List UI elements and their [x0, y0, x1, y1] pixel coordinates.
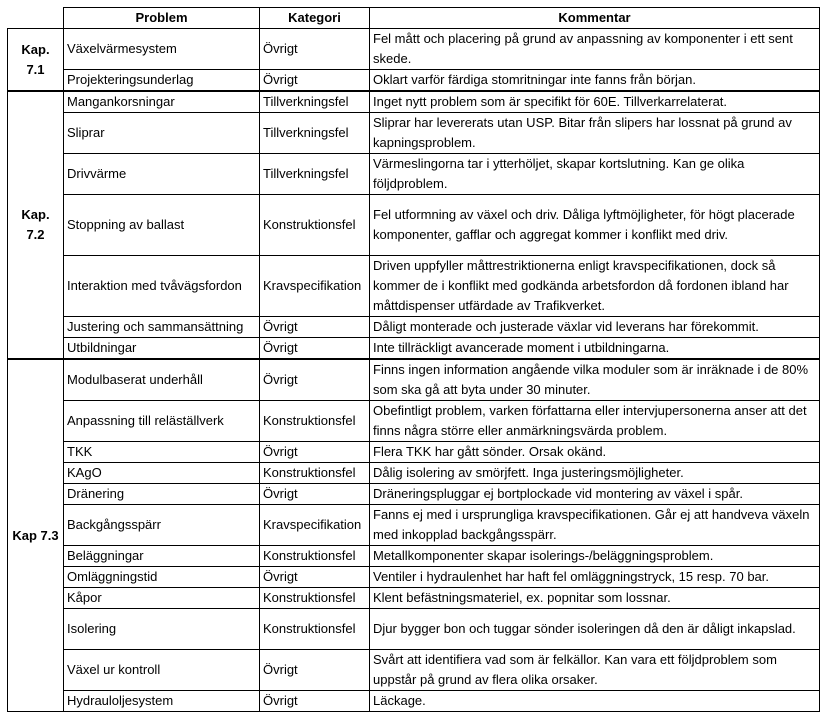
kommentar-cell: Värmeslingorna tar i ytterhöljet, skapar kortslutning. Kan ge olika följdproblem.	[370, 154, 820, 195]
header-kommentar: Kommentar	[370, 8, 820, 29]
kategori-cell: Tillverkningsfel	[260, 154, 370, 195]
kommentar-cell: Klent befästningsmateriel, ex. popnitar som lossnar.	[370, 588, 820, 609]
table-row	[8, 195, 820, 256]
table-row	[8, 70, 820, 92]
table-row	[8, 505, 820, 546]
kategori-cell: Konstruktionsfel	[260, 546, 370, 567]
problem-cell: Anpassning till reläställverk	[64, 401, 260, 442]
corner-cell	[8, 8, 64, 29]
table-row	[8, 256, 820, 317]
problem-cell: Mangankorsningar	[64, 91, 260, 113]
header-kategori: Kategori	[260, 8, 370, 29]
problem-cell: Dränering	[64, 484, 260, 505]
table-row	[8, 463, 820, 484]
chapter-label: Kap. 7.2	[8, 91, 64, 359]
kommentar-cell: Dräneringspluggar ej bortplockade vid montering av växel i spår.	[370, 484, 820, 505]
table-row	[8, 91, 820, 113]
problem-cell: Kåpor	[64, 588, 260, 609]
kategori-cell: Övrigt	[260, 70, 370, 92]
kommentar-cell: Dålig isolering av smörjfett. Inga justeringsmöjligheter.	[370, 463, 820, 484]
kommentar-cell: Dåligt monterade och justerade växlar vid leverans har förekommit.	[370, 317, 820, 338]
table-row	[8, 338, 820, 360]
problem-cell: Interaktion med tvåvägsfordon	[64, 256, 260, 317]
problem-cell: Isolering	[64, 609, 260, 650]
problem-cell: Växel ur kontroll	[64, 650, 260, 691]
table-row	[8, 567, 820, 588]
table-row	[8, 154, 820, 195]
kategori-cell: Konstruktionsfel	[260, 401, 370, 442]
table-row	[8, 29, 820, 70]
kommentar-cell: Sliprar har levererats utan USP. Bitar från slipers har lossnat på grund av kapningsproblem.	[370, 113, 820, 154]
problem-cell: Projekteringsunderlag	[64, 70, 260, 92]
kategori-cell: Övrigt	[260, 29, 370, 70]
kommentar-cell: Obefintligt problem, varken författarna eller intervjupersonerna anser att det finns några större eller anmärkningsvärda problem.	[370, 401, 820, 442]
table-row	[8, 113, 820, 154]
kommentar-cell: Fel utformning av växel och driv. Dåliga lyftmöjligheter, för högt placerade komponenter, gafflar och aggregat kommer i konflikt med driv.	[370, 195, 820, 256]
table-row	[8, 442, 820, 463]
problem-cell: Drivvärme	[64, 154, 260, 195]
table-body	[8, 29, 820, 712]
table-row	[8, 691, 820, 712]
table-row	[8, 484, 820, 505]
problem-cell: Backgångsspärr	[64, 505, 260, 546]
table-row	[8, 546, 820, 567]
chapter-label: Kap 7.3	[8, 359, 64, 712]
kommentar-cell: Ventiler i hydraulenhet har haft fel omläggningstryck, 15 resp. 70 bar.	[370, 567, 820, 588]
kommentar-cell: Inte tillräckligt avancerade moment i utbildningarna.	[370, 338, 820, 360]
header-row	[8, 8, 820, 29]
problem-cell: Justering och sammansättning	[64, 317, 260, 338]
kommentar-cell: Finns ingen information angående vilka moduler som är inräknade i de 80% som ska gå att byta under 30 minuter.	[370, 359, 820, 401]
kategori-cell: Övrigt	[260, 650, 370, 691]
kommentar-cell: Oklart varför färdiga stomritningar inte fanns från början.	[370, 70, 820, 92]
kategori-cell: Övrigt	[260, 691, 370, 712]
problem-cell: Modulbaserat underhåll	[64, 359, 260, 401]
kommentar-cell: Inget nytt problem som är specifikt för 60E. Tillverkarrelaterat.	[370, 91, 820, 113]
kategori-cell: Övrigt	[260, 338, 370, 360]
kategori-cell: Tillverkningsfel	[260, 91, 370, 113]
kategori-cell: Konstruktionsfel	[260, 463, 370, 484]
table-row	[8, 588, 820, 609]
problem-cell: Stoppning av ballast	[64, 195, 260, 256]
table-row	[8, 359, 820, 401]
kategori-cell: Övrigt	[260, 567, 370, 588]
problem-cell: Beläggningar	[64, 546, 260, 567]
header-problem: Problem	[64, 8, 260, 29]
kommentar-cell: Läckage.	[370, 691, 820, 712]
table-row	[8, 317, 820, 338]
table-row	[8, 401, 820, 442]
kommentar-cell: Flera TKK har gått sönder. Orsak okänd.	[370, 442, 820, 463]
kategori-cell: Tillverkningsfel	[260, 113, 370, 154]
kategori-cell: Övrigt	[260, 442, 370, 463]
table-row	[8, 650, 820, 691]
problem-cell: Hydrauloljesystem	[64, 691, 260, 712]
kommentar-cell: Svårt att identifiera vad som är felkällor. Kan vara ett följdproblem som uppstår på grund av flera olika orsaker.	[370, 650, 820, 691]
kommentar-cell: Fanns ej med i ursprungliga kravspecifikationen. Går ej att handveva växeln med inkopplad backgångsspärr.	[370, 505, 820, 546]
problem-cell: TKK	[64, 442, 260, 463]
chapter-label: Kap. 7.1	[8, 29, 64, 92]
problem-cell: Omläggningstid	[64, 567, 260, 588]
table-row	[8, 609, 820, 650]
kommentar-cell: Driven uppfyller måttrestriktionerna enligt kravspecifikationen, dock så kommer de i konflikt med godkända arbetsfordon då fordonen ibland har måttdispenser utfärdade av Trafikverket.	[370, 256, 820, 317]
kategori-cell: Konstruktionsfel	[260, 588, 370, 609]
kategori-cell: Kravspecifikation	[260, 256, 370, 317]
problem-cell: Sliprar	[64, 113, 260, 154]
problem-cell: Utbildningar	[64, 338, 260, 360]
kommentar-cell: Metallkomponenter skapar isolerings-/beläggningsproblem.	[370, 546, 820, 567]
kommentar-cell: Djur bygger bon och tuggar sönder isoleringen då den är dåligt inkapslad.	[370, 609, 820, 650]
kategori-cell: Kravspecifikation	[260, 505, 370, 546]
kategori-cell: Konstruktionsfel	[260, 609, 370, 650]
problem-cell: Växelvärmesystem	[64, 29, 260, 70]
kategori-cell: Konstruktionsfel	[260, 195, 370, 256]
kommentar-cell: Fel mått och placering på grund av anpassning av komponenter i ett sent skede.	[370, 29, 820, 70]
kategori-cell: Övrigt	[260, 484, 370, 505]
problem-table	[7, 7, 820, 712]
kategori-cell: Övrigt	[260, 359, 370, 401]
problem-cell: KAgO	[64, 463, 260, 484]
kategori-cell: Övrigt	[260, 317, 370, 338]
